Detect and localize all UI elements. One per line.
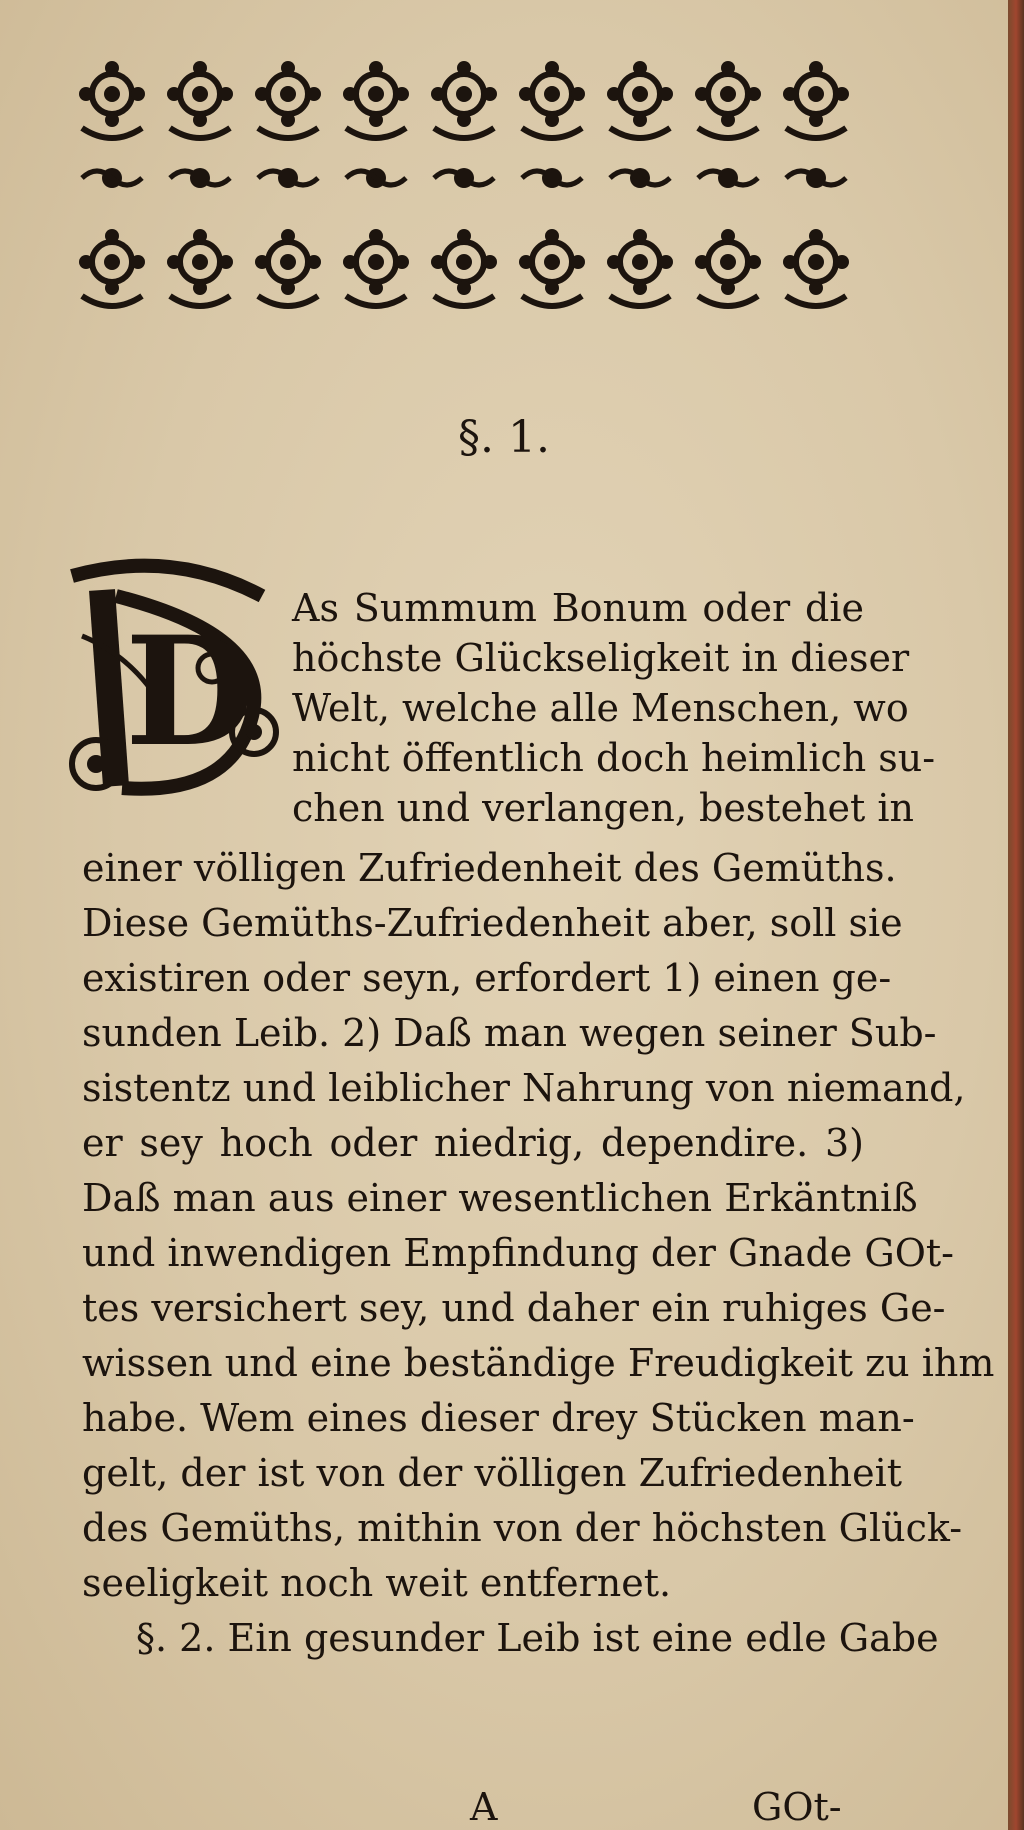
- initial-letter-glyph: D: [124, 604, 256, 780]
- text-line: einer völligen Zufriedenheit des Gemüths.: [82, 846, 897, 890]
- text-line: As Summum Bonum oder die: [292, 586, 864, 630]
- floral-ornament-band: [68, 48, 858, 318]
- text-line: habe. Wem eines dieser drey Stücken man-: [82, 1396, 915, 1440]
- section-heading: §. 1.: [458, 412, 550, 463]
- text-line: sistentz und leiblicher Nahrung von niemand,: [82, 1066, 966, 1110]
- text-line: und inwendigen Empfindung der Gnade GOt-: [82, 1231, 954, 1275]
- text-line: Welt, welche alle Menschen, wo: [292, 686, 909, 730]
- text-line: wissen und eine beständige Freudigkeit zu ihm: [82, 1341, 995, 1385]
- text-line: nicht öffentlich doch heimlich su-: [292, 736, 936, 780]
- text-line: existiren oder seyn, erfordert 1) einen ge-: [82, 956, 892, 1000]
- text-line: tes versichert sey, und daher ein ruhiges Ge-: [82, 1286, 946, 1330]
- text-line: Diese Gemüths-Zufriedenheit aber, soll sie: [82, 901, 903, 945]
- text-line: §. 2. Ein gesunder Leib ist eine edle Gabe: [136, 1616, 939, 1660]
- book-edge: [1008, 0, 1024, 1830]
- text-line: Daß man aus einer wesentlichen Erkäntniß: [82, 1176, 918, 1220]
- catchword: GOt-: [752, 1785, 842, 1829]
- text-line: seeligkeit noch weit entfernet.: [82, 1561, 672, 1605]
- text-line: gelt, der ist von der völligen Zufriedenheit: [82, 1451, 903, 1495]
- decorated-initial-letter: [62, 556, 282, 820]
- text-line: er sey hoch oder niedrig, dependire. 3): [82, 1121, 864, 1165]
- text-line: chen und verlangen, bestehet in: [292, 786, 915, 830]
- text-line: sunden Leib. 2) Daß man wegen seiner Sub-: [82, 1011, 937, 1055]
- signature-mark: A: [470, 1785, 498, 1829]
- text-line: des Gemüths, mithin von der höchsten Glück-: [82, 1506, 963, 1550]
- text-line: höchste Glückseligkeit in dieser: [292, 636, 910, 680]
